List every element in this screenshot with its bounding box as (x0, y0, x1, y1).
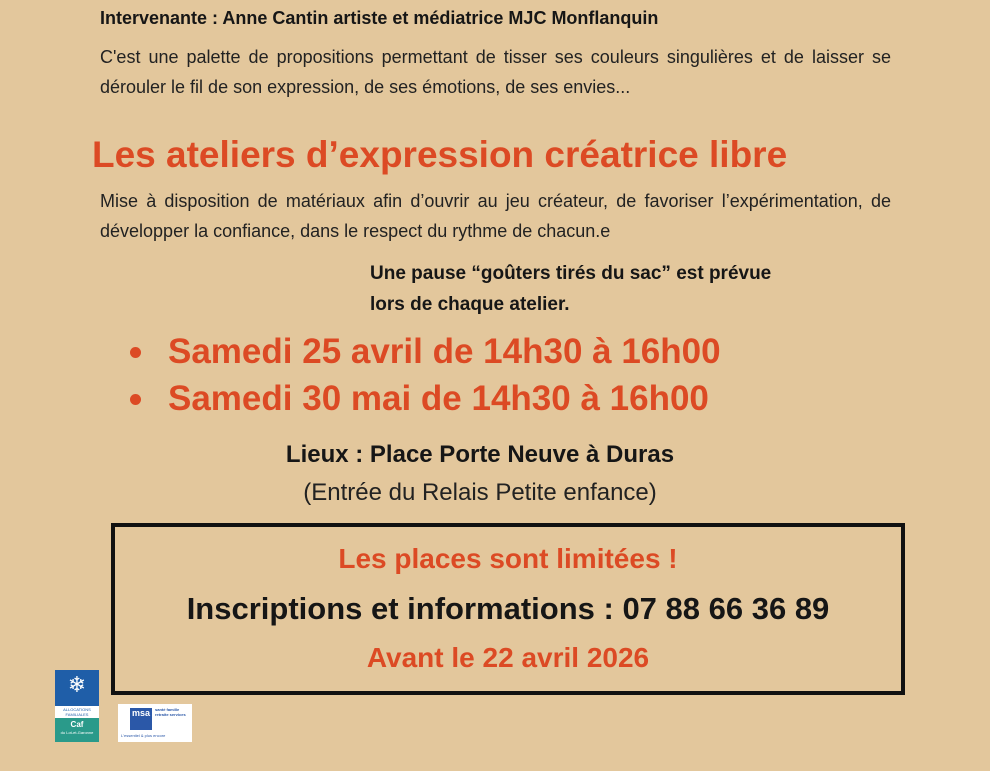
dates-list (130, 328, 721, 422)
msa-logo (118, 704, 192, 742)
date-text: Samedi 30 mai de 14h30 à 16h00 (168, 379, 709, 418)
snowflake-icon: ❄ (67, 672, 87, 697)
pause-note-line: Une pause “goûters tirés du sac” est prévue (370, 263, 772, 284)
description-paragraph: Mise à disposition de matériaux afin d’ouvrir au jeu créateur, de favoriser l’expérimentation, de développer la confiance, dans le respect du rythme de chacun.e (100, 191, 891, 241)
deadline-text: Avant le 22 avril 2026 (366, 642, 650, 673)
msa-tagline: L'essentiel & plus encore (121, 733, 166, 738)
msa-mark: msa (130, 708, 152, 730)
intervenante-line: Intervenante : Anne Cantin artiste et médiatrice MJC Monflanquin (100, 8, 659, 28)
caf-logo (55, 670, 99, 742)
caf-name: Caf (70, 720, 84, 729)
info-box (111, 523, 905, 695)
location-title: Lieux : Place Porte Neuve à Duras (285, 441, 675, 468)
caf-top-text: ALLOCATIONS FAMILIALES (63, 707, 91, 717)
location-detail: (Entrée du Relais Petite enfance) (303, 479, 657, 506)
msa-side-text: santé famille retraite services (155, 707, 186, 717)
bullet-icon (130, 394, 141, 405)
date-item (130, 375, 721, 422)
pause-note-line: lors de chaque atelier. (370, 294, 570, 315)
limited-places-text: Les places sont limitées ! (338, 543, 678, 574)
pause-note (370, 258, 930, 320)
date-item (130, 328, 721, 375)
caf-sub: du Lot-et-Garonne (60, 730, 94, 735)
bullet-icon (130, 347, 141, 358)
date-text: Samedi 25 avril de 14h30 à 16h00 (168, 332, 721, 371)
intro-paragraph: C'est une palette de propositions permettant de tisser ses couleurs singulières et de laisser se dérouler le fil de son expression, de ses émotions, de ses envies... (100, 47, 891, 97)
page-title: Les ateliers d’expression créatrice libre (92, 134, 788, 175)
inscriptions-text: Inscriptions et informations : 07 88 66 36 89 (186, 591, 830, 626)
